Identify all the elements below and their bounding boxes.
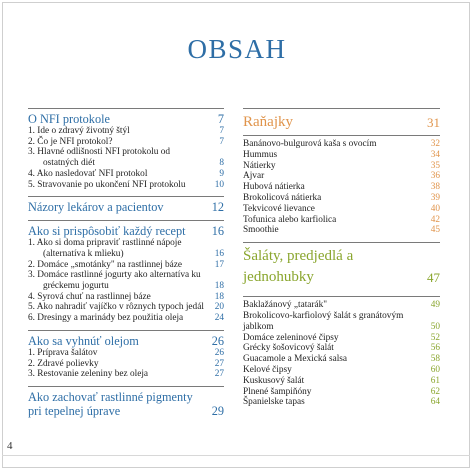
section-title: Ako si prispôsobiť každý recept [28, 224, 186, 239]
item-title: 4. Syrová chuť na rastlinnej báze [28, 291, 151, 302]
section-title: Šaláty, predjedlá a jednohubky [243, 248, 354, 286]
divider [28, 220, 224, 221]
item-title: Kelové čipsy [243, 364, 292, 375]
item-page: 64 [430, 397, 440, 408]
toc-item[interactable] [243, 343, 440, 354]
item-page: 35 [430, 160, 440, 171]
item-page: 61 [430, 375, 440, 386]
toc-item[interactable] [28, 126, 224, 137]
item-page: 38 [430, 182, 440, 193]
toc-item[interactable] [243, 333, 440, 344]
page-number: 4 [7, 440, 13, 452]
toc-item[interactable] [28, 260, 224, 271]
toc-item[interactable] [28, 238, 224, 259]
item-title: Tofunica alebo karfiolica [243, 214, 337, 225]
item-title: Kuskusový šalát [243, 375, 305, 386]
item-title: Banánovo-bulgurová kaša s ovocím [243, 139, 377, 149]
toc-section-recipes[interactable] [28, 224, 224, 238]
toc-item[interactable] [28, 302, 224, 313]
item-title: Brokolicovo-karfiolový šalát s granátovým jablkom [243, 310, 404, 332]
toc-item[interactable] [243, 193, 440, 204]
item-page: 62 [430, 386, 440, 397]
item-title: Brokolicová nátierka [243, 192, 322, 203]
divider [28, 108, 224, 109]
item-title: Grécky šošovicový šalát [243, 343, 334, 354]
toc-left-column [28, 108, 224, 418]
bottom-rule [2, 455, 470, 456]
item-title: 3. Hlavné odlišnosti NFI protokolu od ostatných diét [28, 147, 171, 169]
item-page: 27 [214, 369, 224, 380]
item-page: 32 [430, 139, 440, 149]
toc-right-column [243, 108, 440, 408]
item-page: 10 [214, 179, 224, 190]
section-page: 7 [217, 112, 224, 126]
item-page: 27 [214, 358, 224, 369]
toc-item[interactable] [243, 161, 440, 172]
item-page: 18 [214, 291, 224, 302]
item-title: 2. Zdravé polievky [28, 358, 99, 369]
toc-item[interactable] [243, 365, 440, 376]
item-title: 3. Restovanie zeleniny bez oleja [28, 369, 149, 380]
item-page: 7 [219, 126, 224, 136]
divider [28, 196, 224, 197]
toc-item[interactable] [243, 182, 440, 193]
item-title: Plnené šampiňóny [243, 386, 312, 397]
item-page: 50 [430, 321, 440, 332]
toc-item[interactable] [243, 225, 440, 236]
toc-section-oils[interactable] [28, 334, 224, 348]
item-page: 26 [214, 347, 224, 358]
section-title: Ako sa vyhnúť olejom [28, 333, 139, 348]
item-page: 39 [430, 192, 440, 203]
item-page: 24 [214, 313, 224, 324]
item-title: Nátierky [243, 160, 276, 171]
toc-item[interactable] [28, 270, 224, 291]
item-page: 17 [214, 259, 224, 270]
item-title: 5. Ako nahradiť vajíčko v rôznych typoch jedál [28, 302, 204, 313]
divider [28, 330, 224, 331]
item-title: 4. Ako nasledovať NFI protokol [28, 168, 148, 179]
item-title: 2. Čo je NFI protokol? [28, 136, 113, 147]
item-page: 34 [430, 149, 440, 160]
section-page: 26 [211, 333, 224, 348]
toc-item[interactable] [243, 354, 440, 365]
section-title: Ako zachovať rastlinné pigmenty pri tepelnej úprave [28, 389, 193, 418]
section-page: 16 [211, 224, 224, 239]
item-page: 9 [219, 168, 224, 179]
item-page: 40 [430, 203, 440, 214]
item-page: 8 [219, 158, 224, 169]
section-title: Raňajky [243, 114, 293, 130]
toc-item[interactable] [243, 300, 440, 311]
item-title: Tekvicové lievance [243, 203, 315, 214]
divider [243, 135, 440, 136]
section-page: 47 [427, 270, 440, 286]
toc-item[interactable] [243, 150, 440, 161]
toc-item[interactable] [28, 147, 224, 168]
divider [28, 386, 224, 387]
item-page: 60 [430, 364, 440, 375]
toc-item[interactable] [243, 376, 440, 387]
toc-item[interactable] [243, 204, 440, 215]
toc-section-salads[interactable] [243, 246, 440, 288]
item-title: 1. Ako si doma pripraviť rastlinné nápoje (alternatíva k mlieku) [28, 238, 182, 259]
item-title: Hubová nátierka [243, 182, 305, 193]
toc-section-opinions[interactable] [28, 200, 224, 214]
section-page: 31 [427, 115, 440, 130]
toc-item[interactable] [28, 359, 224, 370]
toc-item[interactable] [28, 292, 224, 303]
toc-item[interactable] [28, 313, 224, 324]
item-title: 1. Ide o zdravý životný štýl [28, 126, 130, 136]
item-page: 42 [430, 214, 440, 225]
item-page: 16 [214, 248, 224, 259]
section-title: Názory lekárov a pacientov [28, 200, 164, 215]
toc-section-nfi[interactable] [28, 112, 224, 126]
item-title: Domáce zeleninové čipsy [243, 332, 339, 343]
item-page: 56 [430, 343, 440, 354]
section-page: 12 [211, 200, 224, 215]
toc-item[interactable] [28, 348, 224, 359]
toc-item[interactable] [243, 171, 440, 182]
item-page: 58 [430, 354, 440, 365]
toc-section-pigments[interactable] [28, 390, 224, 418]
toc-item[interactable] [28, 369, 224, 380]
toc-item[interactable] [243, 397, 440, 408]
toc-item[interactable] [243, 215, 440, 226]
item-title: Hummus [243, 149, 278, 160]
toc-item[interactable] [243, 387, 440, 398]
toc-item[interactable] [28, 180, 224, 191]
page-title: OBSAH [187, 34, 287, 64]
section-title: O NFI protokole [28, 112, 110, 126]
toc-section-breakfast[interactable] [243, 112, 440, 133]
item-title: 3. Domáce rastlinné jogurty ako alternatíva ku gréckemu jogurtu [28, 270, 201, 292]
item-page: 18 [214, 281, 224, 292]
item-title: Španielske tapas [243, 397, 305, 408]
item-title: 6. Dresingy a marinády bez použitia oleja [28, 313, 184, 324]
toc-item[interactable] [243, 311, 440, 333]
item-title: 2. Domáce „smotánky" na rastlinnej báze [28, 259, 183, 270]
item-title: 1. Príprava šalátov [28, 347, 98, 358]
item-title: Guacamole a Mexická salsa [243, 354, 348, 365]
toc-item[interactable] [28, 169, 224, 180]
item-title: Smoothie [243, 225, 279, 236]
item-page: 49 [430, 300, 440, 311]
item-page: 45 [430, 225, 440, 236]
item-title: Ajvar [243, 171, 265, 182]
divider [243, 296, 440, 297]
item-page: 7 [219, 136, 224, 147]
toc-item[interactable] [28, 137, 224, 148]
item-title: Baklažánový „tatarák" [243, 300, 328, 311]
toc-item[interactable] [243, 139, 440, 150]
divider [243, 108, 440, 109]
item-page: 20 [214, 302, 224, 313]
divider [243, 242, 440, 243]
section-page: 29 [211, 403, 224, 418]
item-title: 5. Stravovanie po ukončení NFI protokolu [28, 179, 186, 190]
item-page: 52 [430, 332, 440, 343]
item-page: 36 [430, 171, 440, 182]
